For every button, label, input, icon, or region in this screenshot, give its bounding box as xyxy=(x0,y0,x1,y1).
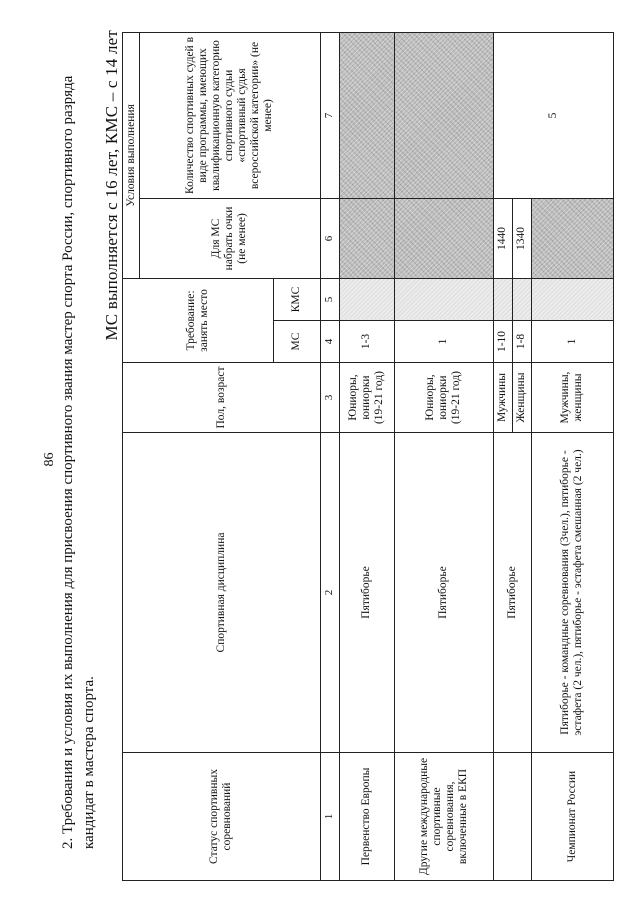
header-judges: Количество спортивных судей в виде программы, имеющих квалификационную категорию спортивного судьи «спортивный судья всероссийской категории» (не менее) xyxy=(140,32,321,198)
points-cell: 1340 xyxy=(512,198,531,278)
status-cell: Другие международные спортивные соревнования, включенные в ЕКП xyxy=(394,753,493,881)
judges-shaded-cell xyxy=(339,32,394,198)
discipline-cell: Пятиборье xyxy=(339,433,394,753)
header-ms: МС xyxy=(273,321,320,363)
kms-shaded-cell xyxy=(493,278,512,320)
kms-shaded-cell xyxy=(394,278,493,320)
requirements-table xyxy=(122,32,614,881)
discipline-cell: Пятиборье xyxy=(493,433,531,753)
age-requirements-subtitle: МС выполняется с 16 лет, КМС – с 14 лет xyxy=(102,30,121,341)
table-row xyxy=(339,32,394,880)
col-number-6: 6 xyxy=(320,198,339,278)
col-number-4: 4 xyxy=(320,321,339,363)
ms-place-cell: 1 xyxy=(531,321,613,363)
discipline-cell: Пятиборье xyxy=(394,433,493,753)
kms-shaded-cell xyxy=(339,278,394,320)
header-row-1 xyxy=(123,32,140,880)
page-number: 86 xyxy=(42,452,57,467)
header-requirement: Требование: занять место xyxy=(123,278,274,362)
sex-age-cell: Мужчины xyxy=(493,363,512,433)
points-shaded-cell xyxy=(531,198,613,278)
col-number-3: 3 xyxy=(320,363,339,433)
table-row xyxy=(394,32,493,880)
col-number-5: 5 xyxy=(320,278,339,320)
header-discipline: Спортивная дисциплина xyxy=(123,433,321,753)
header-status: Статус спортивных соревнований xyxy=(123,753,321,881)
col-number-7: 7 xyxy=(320,32,339,198)
ms-place-cell: 1 xyxy=(394,321,493,363)
judges-shaded-cell xyxy=(394,32,493,198)
points-shaded-cell xyxy=(394,198,493,278)
points-cell: 1440 xyxy=(493,198,512,278)
sex-age-cell: Женщины xyxy=(512,363,531,433)
ms-place-cell: 1-3 xyxy=(339,321,394,363)
sex-age-cell: Юниоры, юниорки (19-21 год) xyxy=(394,363,493,433)
header-conditions: Условия выполнения xyxy=(123,32,140,278)
status-cell: Первенство Европы xyxy=(339,753,394,881)
status-cell: Чемпионат России xyxy=(531,753,613,881)
header-sex-age: Пол, возраст xyxy=(123,363,321,433)
col-number-2: 2 xyxy=(320,433,339,753)
kms-shaded-cell xyxy=(512,278,531,320)
ms-place-cell: 1-10 xyxy=(493,321,512,363)
discipline-cell: Пятиборье - командные соревнования (3чел.), пятиборье - эстафета (2 чел.), пятиборье - эстафета смешанная (2 чел.) xyxy=(531,433,613,753)
points-shaded-cell xyxy=(339,198,394,278)
ms-place-cell: 1-8 xyxy=(512,321,531,363)
header-kms: КМС xyxy=(273,278,320,320)
sex-age-cell: Юниоры, юниорки (19-21 год) xyxy=(339,363,394,433)
col-number-1: 1 xyxy=(320,753,339,881)
column-number-row xyxy=(320,32,339,880)
sex-age-cell: Мужчины, женщины xyxy=(531,363,613,433)
table-row xyxy=(493,32,512,880)
status-empty-cell xyxy=(493,753,531,881)
intro-paragraph: 2. Требования и условия их выполнения для присвоения спортивного звания мастер спорта России, спортивного разряда кандидат в мастера спорта. xyxy=(60,75,97,849)
header-for-ms: Для МС набрать очки (не менее) xyxy=(140,198,321,278)
kms-shaded-cell xyxy=(531,278,613,320)
judges-cell: 5 xyxy=(493,32,613,198)
